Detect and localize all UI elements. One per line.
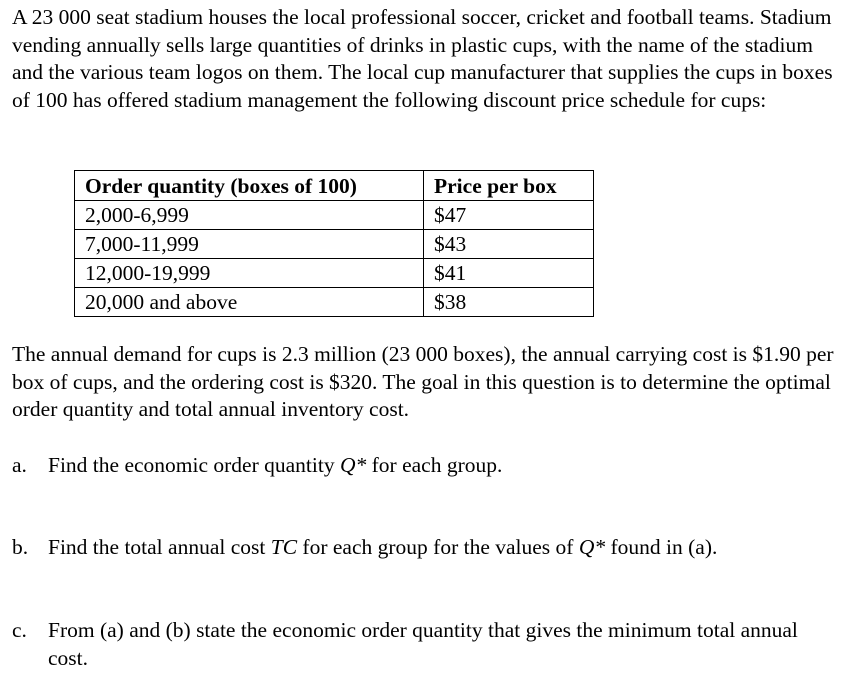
- table-row: [75, 230, 594, 259]
- demand-paragraph: The annual demand for cups is 2.3 million (23 000 boxes), the annual carrying cost is $1.90 per box of cups, and the ordering cost is $320. The goal in this question is to determine the optimal order quantity and total annual inventory cost.: [12, 342, 834, 421]
- tc-symbol: TC: [270, 535, 298, 559]
- header-price-per-box: Price per box: [424, 171, 594, 201]
- question-b-part3: found in (a).: [605, 535, 718, 559]
- question-b-label: b.: [12, 535, 29, 559]
- discount-price-table: [74, 170, 594, 317]
- order-quantity-cell: 12,000-19,999: [75, 259, 424, 288]
- price-cell: $43: [424, 230, 594, 259]
- question-a: [12, 452, 840, 480]
- question-c-text: From (a) and (b) state the economic order quantity that gives the minimum total annual cost.: [48, 618, 798, 670]
- order-quantity-cell: 7,000-11,999: [75, 230, 424, 259]
- order-quantity-cell: 20,000 and above: [75, 288, 424, 317]
- question-b-part1: Find the total annual cost: [48, 535, 271, 559]
- question-c: [12, 617, 840, 672]
- table-header-row: [75, 171, 594, 201]
- question-a-part1: Find the economic order quantity: [48, 453, 340, 477]
- q-star-symbol: Q*: [578, 535, 606, 559]
- q-star-symbol: Q*: [339, 453, 367, 477]
- question-b-part2: for each group for the values of: [297, 535, 579, 559]
- question-a-part2: for each group.: [366, 453, 503, 477]
- question-b: [12, 534, 840, 562]
- question-a-label: a.: [12, 453, 27, 477]
- order-quantity-cell: 2,000-6,999: [75, 201, 424, 230]
- price-cell: $41: [424, 259, 594, 288]
- question-b-text: [48, 534, 840, 562]
- problem-intro: A 23 000 seat stadium houses the local professional soccer, cricket and football teams. Stadium vending annually sells large quantities of drinks in plastic cups, with the name of the stadium and the various team logos on them. The local cup manufacturer that supplies the cups in boxes of 100 has offered stadium management the following discount price schedule for cups:: [12, 5, 833, 112]
- table-row: [75, 201, 594, 230]
- price-cell: $38: [424, 288, 594, 317]
- header-order-quantity: Order quantity (boxes of 100): [75, 171, 424, 201]
- question-a-text: [48, 452, 840, 480]
- table-row: [75, 288, 594, 317]
- question-c-label: c.: [12, 618, 27, 642]
- table-row: [75, 259, 594, 288]
- price-cell: $47: [424, 201, 594, 230]
